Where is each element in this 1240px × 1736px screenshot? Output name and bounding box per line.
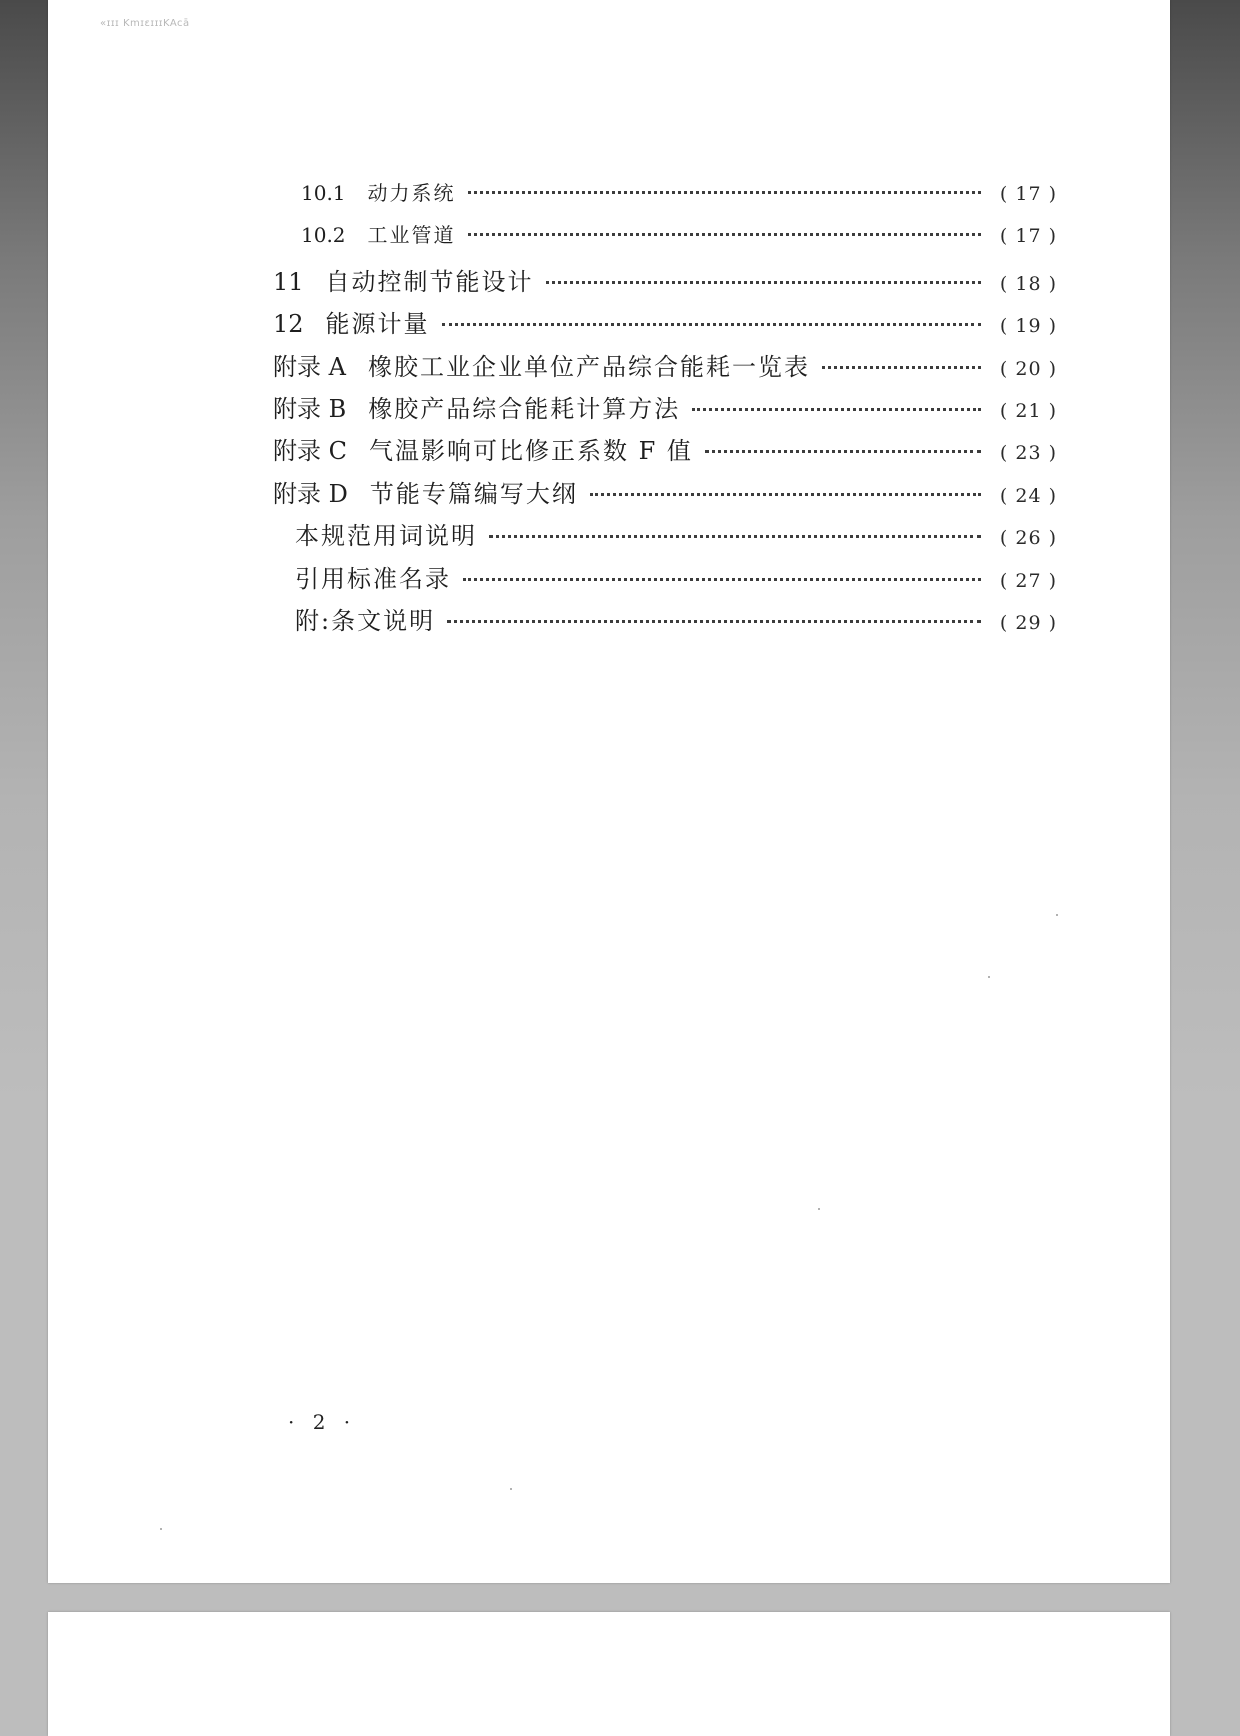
toc-entry[interactable] bbox=[273, 304, 1057, 346]
toc-entry[interactable] bbox=[273, 177, 1057, 219]
toc-leader-dots bbox=[590, 493, 981, 496]
toc-entry[interactable] bbox=[273, 262, 1057, 304]
toc-leader-dots bbox=[489, 535, 981, 538]
toc-leader-dots bbox=[546, 281, 981, 284]
toc-entry-number: 11 bbox=[273, 267, 304, 296]
toc-entry[interactable] bbox=[273, 601, 1057, 643]
toc-entry[interactable] bbox=[273, 389, 1057, 431]
toc-leader-dots bbox=[822, 366, 981, 369]
toc-entry-page: ( 18 ) bbox=[999, 272, 1057, 295]
toc-entry-page: ( 26 ) bbox=[999, 527, 1057, 550]
toc-entry-title: 气温影响可比修正系数 F 值 bbox=[369, 437, 693, 466]
toc-entry-title: 引用标准名录 bbox=[295, 564, 451, 593]
toc-entry-number: 10.1 bbox=[301, 181, 346, 205]
toc-entry-number: 附录 A bbox=[273, 352, 346, 381]
toc-entry-number: 12 bbox=[273, 310, 304, 339]
scan-header-mark: «ɪɪɪ KmɪɛɪɪɪKAcā bbox=[100, 18, 190, 29]
toc-leader-dots bbox=[442, 323, 981, 326]
toc-entry-page: ( 17 ) bbox=[999, 225, 1057, 248]
toc-leader-dots bbox=[447, 620, 981, 623]
scan-speck bbox=[160, 1528, 162, 1530]
toc-entry-page: ( 19 ) bbox=[999, 315, 1057, 338]
scan-speck bbox=[818, 1208, 820, 1210]
toc-entry-title: 节能专篇编写大纲 bbox=[369, 479, 578, 508]
toc-entry[interactable] bbox=[273, 219, 1057, 261]
toc-entry-title: 橡胶产品综合能耗计算方法 bbox=[368, 394, 681, 423]
toc-entry[interactable] bbox=[273, 347, 1057, 389]
toc-entry-page: ( 17 ) bbox=[999, 183, 1057, 205]
toc-entry-number: 附录 C bbox=[273, 437, 347, 466]
toc-entry[interactable] bbox=[273, 474, 1057, 516]
toc-entry-title: 本规范用词说明 bbox=[295, 522, 477, 551]
toc-leader-dots bbox=[468, 233, 981, 236]
toc-entry-number: 10.2 bbox=[301, 223, 346, 248]
toc-entry-title: 附:条文说明 bbox=[295, 606, 436, 635]
toc-entry-title: 动力系统 bbox=[367, 181, 456, 205]
table-of-contents bbox=[273, 177, 1057, 643]
toc-entry-title: 能源计量 bbox=[325, 310, 430, 339]
toc-entry[interactable] bbox=[273, 431, 1057, 473]
toc-entry-title: 工业管道 bbox=[367, 223, 456, 248]
document-page bbox=[48, 0, 1170, 1583]
scan-speck bbox=[1056, 914, 1058, 916]
next-document-page bbox=[48, 1612, 1170, 1736]
toc-entry-page: ( 29 ) bbox=[999, 611, 1057, 634]
toc-entry-page: ( 27 ) bbox=[999, 569, 1057, 592]
toc-entry[interactable] bbox=[273, 516, 1057, 558]
toc-entry-page: ( 20 ) bbox=[999, 357, 1057, 380]
toc-entry-title: 橡胶工业企业单位产品综合能耗一览表 bbox=[367, 352, 810, 381]
toc-entry-number: 附录 B bbox=[273, 394, 347, 423]
toc-leader-dots bbox=[705, 450, 981, 453]
toc-entry-page: ( 23 ) bbox=[999, 442, 1057, 465]
toc-entry-title: 自动控制节能设计 bbox=[325, 267, 534, 296]
toc-leader-dots bbox=[692, 408, 981, 411]
scan-speck bbox=[510, 1488, 512, 1490]
page-number: · 2 · bbox=[288, 1410, 357, 1434]
toc-entry[interactable] bbox=[273, 559, 1057, 601]
toc-leader-dots bbox=[463, 578, 981, 581]
scan-speck bbox=[988, 976, 990, 978]
toc-entry-number: 附录 D bbox=[273, 479, 348, 508]
toc-entry-page: ( 24 ) bbox=[999, 484, 1057, 507]
toc-leader-dots bbox=[468, 191, 981, 194]
toc-entry-page: ( 21 ) bbox=[999, 399, 1057, 422]
